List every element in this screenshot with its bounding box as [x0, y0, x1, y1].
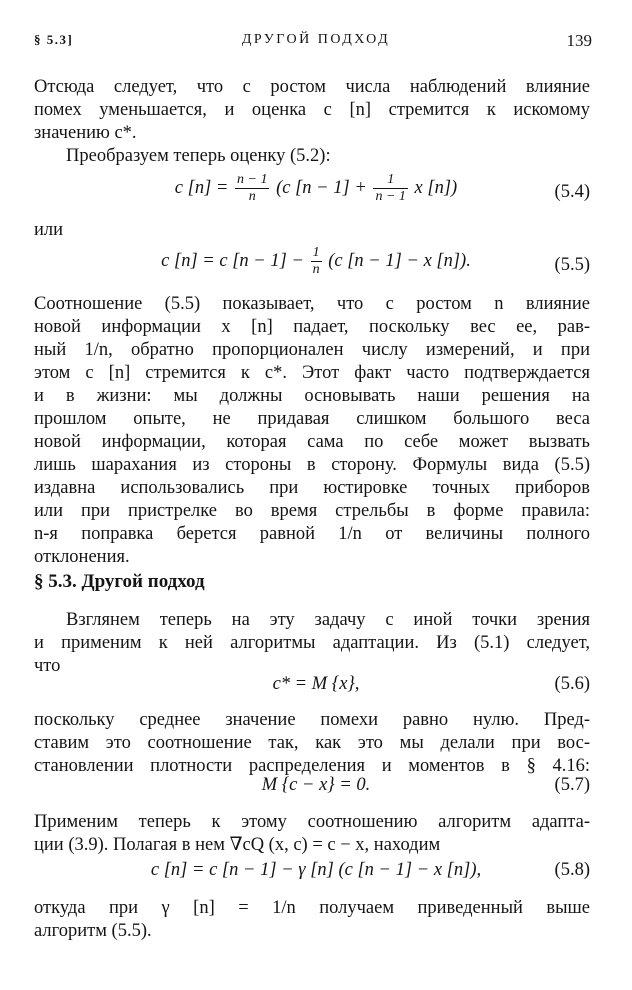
equation-5-7: [0, 765, 632, 805]
text-line: и в жизни: мы должны основывать наши решения на: [34, 386, 590, 406]
text-line: алгоритм (5.5).: [34, 921, 152, 941]
text-line: Преобразуем теперь оценку (5.2):: [66, 146, 331, 166]
eq-part: c [n] = c [n − 1] −: [161, 250, 304, 271]
equation-number: (5.8): [554, 860, 590, 880]
eq-text: c* = M {x},: [272, 674, 360, 694]
equation-number: (5.5): [554, 255, 590, 275]
frac-den: n − 1: [375, 189, 406, 204]
text-line: помех уменьшается, и оценка c [n] стремится к искомому: [34, 100, 590, 120]
frac-den: n: [235, 188, 269, 205]
text-line: что: [34, 656, 61, 676]
equation-number: (5.7): [554, 775, 590, 795]
section-heading: § 5.3. Другой подход: [34, 571, 205, 592]
text-line: этом c [n] стремится к c*. Этот факт часто подтверждается: [34, 363, 590, 383]
fraction: [373, 172, 407, 205]
equation-5-4: [0, 172, 632, 212]
fraction: [235, 172, 269, 205]
fraction: [311, 245, 322, 278]
text-line: Отсюда следует, что с ростом числа наблюдений влияние: [34, 77, 590, 97]
eq-part: (c [n − 1] +: [276, 177, 367, 198]
equation-number: (5.6): [554, 674, 590, 694]
eq-text: M {c − x} = 0.: [261, 775, 371, 795]
text-line: n-я поправка берется равной 1/n от величины полного: [34, 524, 590, 544]
frac-num: 1: [312, 245, 320, 260]
text-line: или при пристрелке во время стрельбы в форме правила:: [34, 501, 590, 521]
frac-den: n: [312, 262, 320, 277]
text-line: и применим к ней алгоритмы адаптации. Из (5.1) следует,: [34, 633, 590, 653]
text-line: откуда при γ [n] = 1/n получаем приведенный выше: [34, 898, 590, 918]
running-head-section: § 5.3]: [34, 32, 74, 47]
text-line: ставим это соотношение так, как это мы делали при вос-: [34, 733, 590, 753]
frac-num: 1: [387, 172, 395, 187]
eq-text: c [n] = c [n − 1] − γ [n] (c [n − 1] − x [n]),: [150, 860, 482, 880]
text-line: ный 1/n, обратно пропорционален числу измерений, и при: [34, 340, 590, 360]
text-line: лишь шарахания из стороны в сторону. Формулы вида (5.5): [34, 455, 590, 475]
running-head-title: ДРУГОЙ ПОДХОД: [241, 32, 391, 47]
text-line: или: [34, 220, 64, 240]
frac-num: n − 1: [237, 172, 268, 187]
text-line: Применим теперь к этому соотношению алгоритм адапта-: [34, 812, 590, 832]
eq-part: x [n]): [414, 177, 458, 198]
text-line: ции (3.9). Полагая в нем ∇cQ (x, c) = c − x, находим: [34, 835, 441, 855]
text-line: значению c*.: [34, 123, 137, 143]
page-number: 139: [566, 31, 592, 50]
text-line: отклонения.: [34, 547, 130, 567]
text-line: новой информации x [n] падает, поскольку вес ее, рав-: [34, 317, 590, 337]
text-line: Соотношение (5.5) показывает, что с ростом n влияние: [34, 294, 590, 314]
eq-part: c [n] =: [174, 177, 229, 198]
text-line: издавна использовались при юстировке точных приборов: [34, 478, 590, 498]
text-line: становлении плотности распределения и моментов в § 4.16:: [34, 756, 590, 776]
equation-5-5: [0, 245, 632, 285]
equation-5-6: [0, 664, 632, 704]
equation-5-8: [0, 850, 632, 890]
text-line: новой информации, которая сама по себе может вызвать: [34, 432, 590, 452]
eq-part: (c [n − 1] − x [n]).: [328, 250, 471, 271]
text-line: Взглянем теперь на эту задачу с иной точки зрения: [66, 610, 590, 630]
text-line: поскольку среднее значение помехи равно нулю. Пред-: [34, 710, 590, 730]
text-line: прошлом опыте, не придавая слишком большого веса: [34, 409, 590, 429]
equation-number: (5.4): [554, 182, 590, 202]
